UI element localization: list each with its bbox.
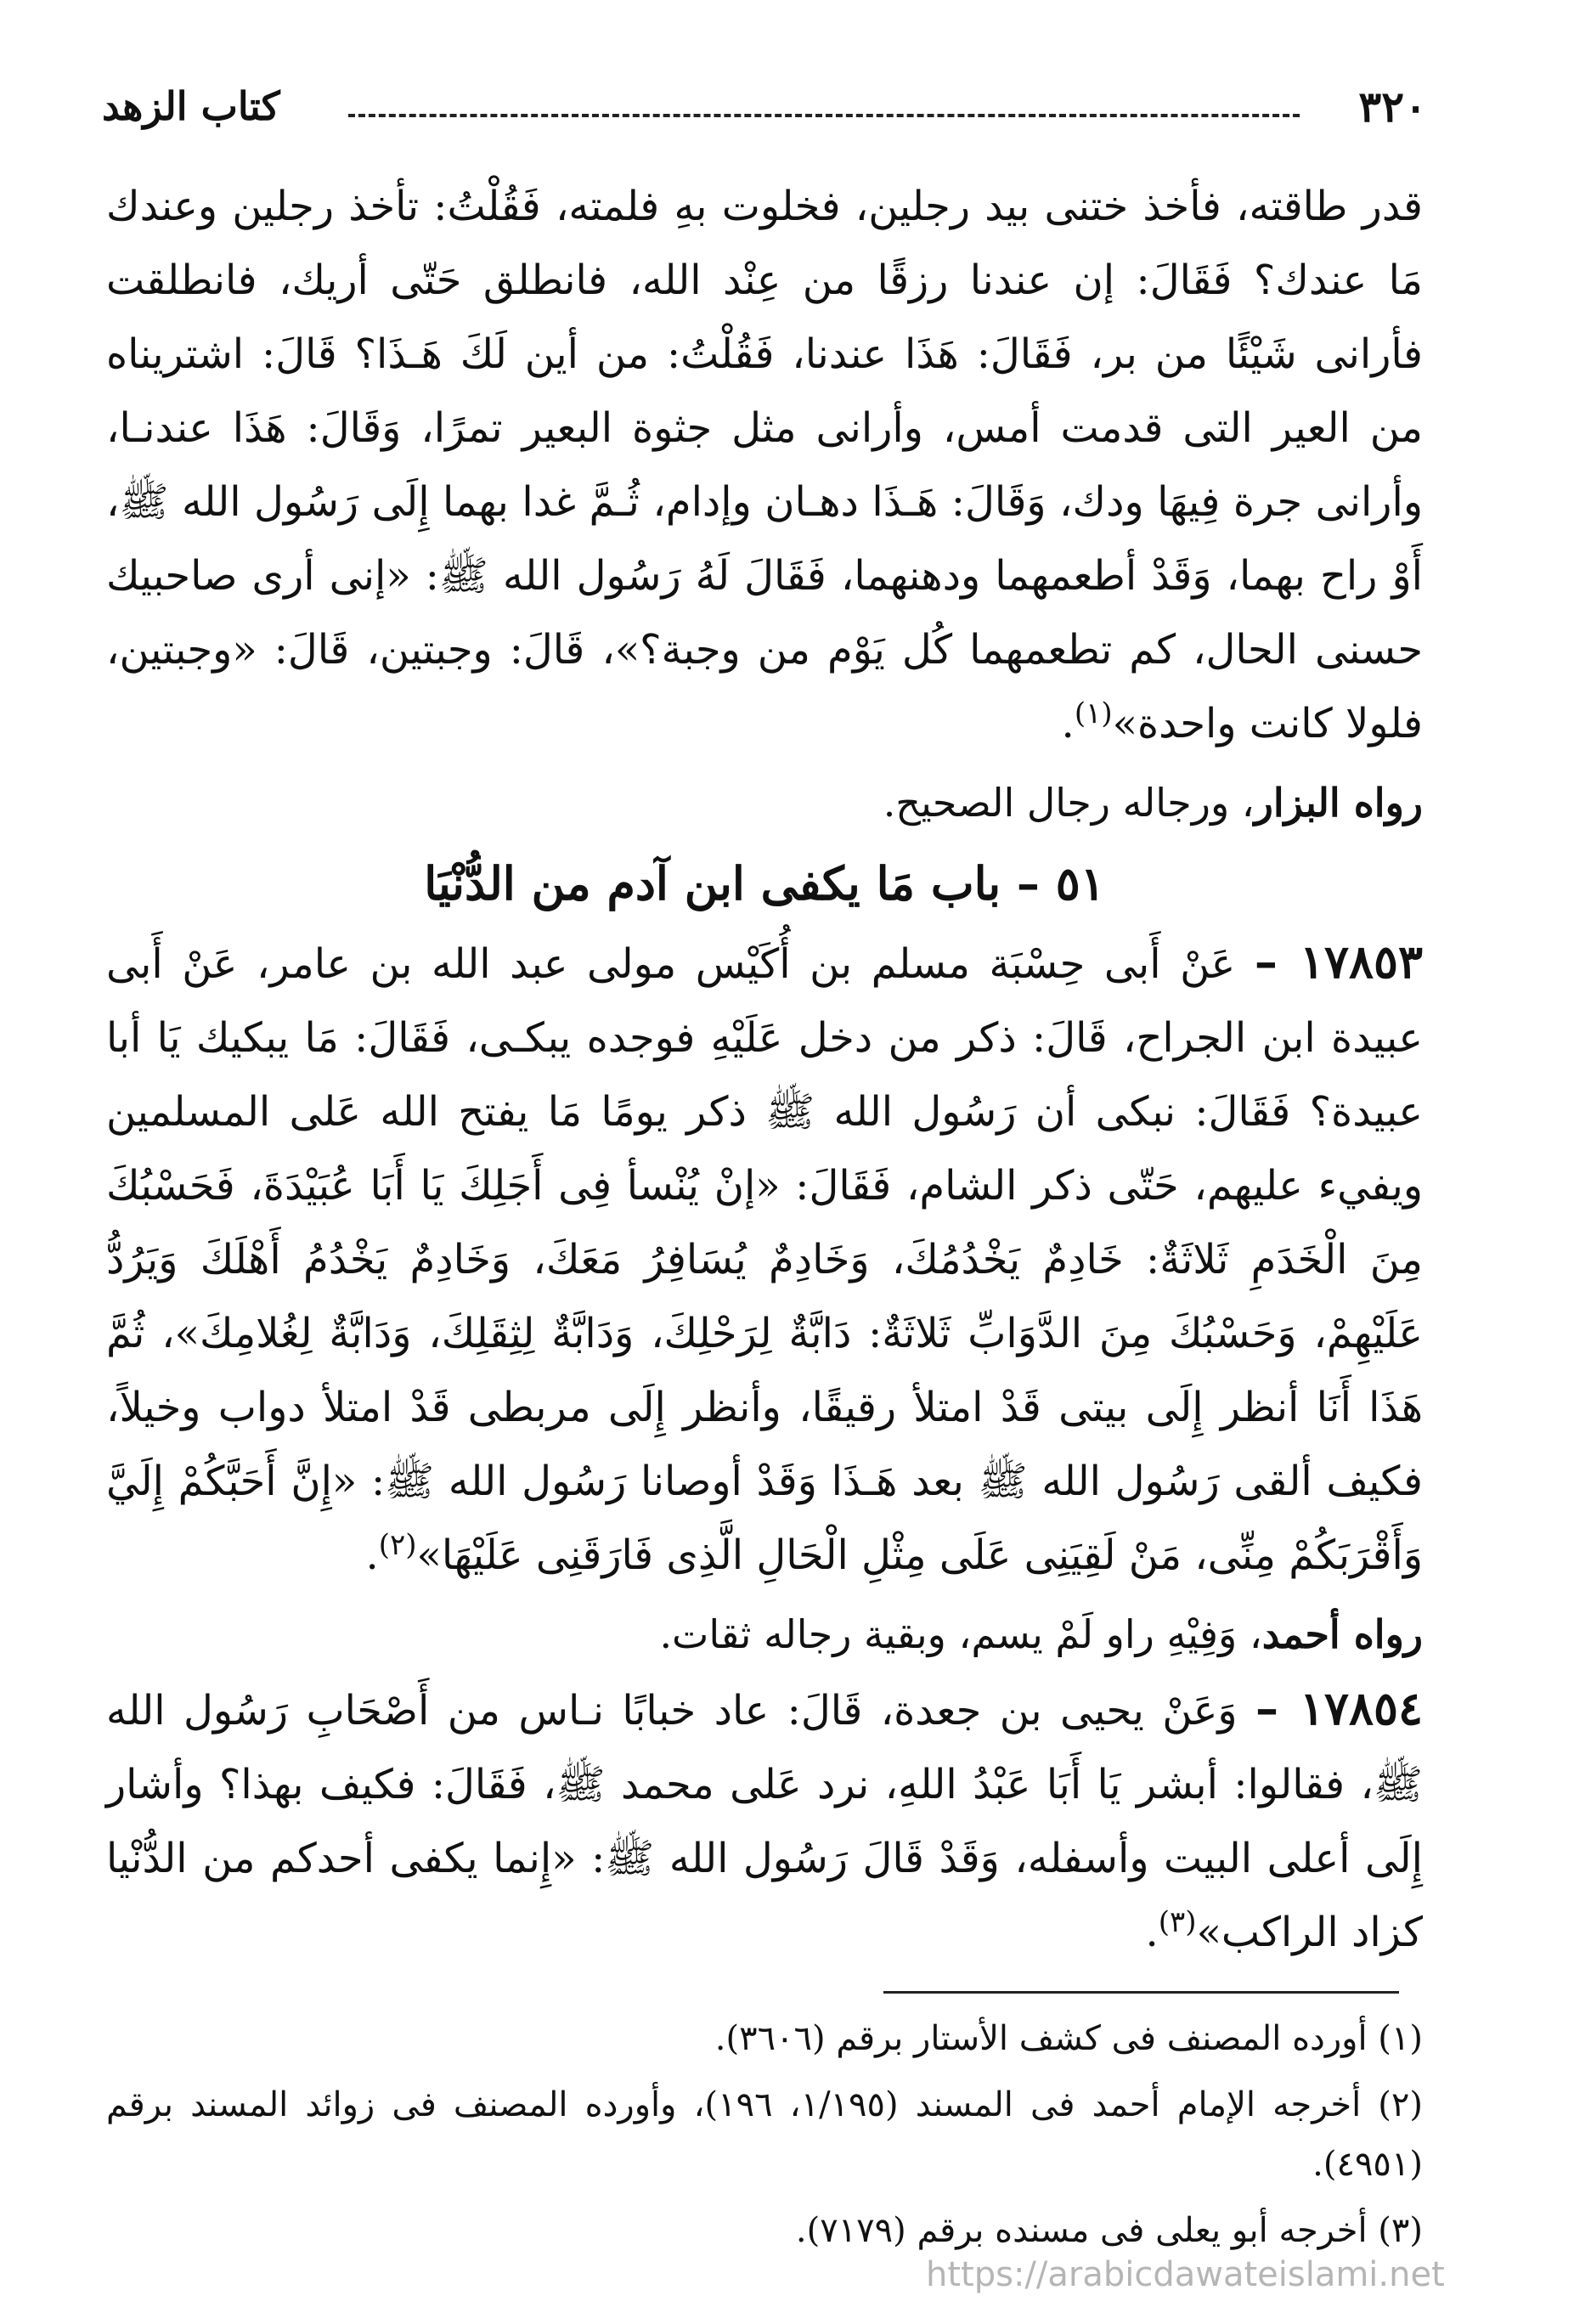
hadith-number: ١٧٨٥٣ – xyxy=(1254,934,1423,989)
footnote-ref-2: (٢) xyxy=(378,1528,417,1562)
hadith-text: عَنْ أَبى حِسْبَة مسلم بن أُكَيْس مولى عبد الله بن عامر، عَنْ أَبى عبيدة ابن الجراح، قَالَ: ذكر من دخل عَلَيْهِ فوجده يبكـى، فَقَالَ: مَا يبكيك يَا أبا عبيدة؟ فَقَالَ: نبكى أن رَسُول الله ﷺ ذكر يومًا مَا يفتح الله عَلى المسلمين ويفيء عليهم، حَتّى ذكر الشام، فَقَالَ: «إنْ يُنْسأ فِى أَجَلِكَ يَا أَبَا عُبَيْدَةَ، فَحَسْبُكَ مِنَ الْخَدَمِ ثَلاثَةٌ: خَادِمٌ يَخْدُمُكَ، وَخَادِمٌ يُسَافِرُ مَعَكَ، وَخَادِمٌ يَخْدُمُ أَهْلَكَ وَيَرُدُّ عَلَيْهِمْ، وَحَسْبُكَ مِنَ الدَّوَابِّ ثَلاثَةٌ: دَابَّةٌ لِرَحْلِكَ، وَدَابَّةٌ لِثِقَلِكَ، وَدَابَّةٌ لِغُلامِكَ»، ثُمَّ هَذَا أَنَا أنظر إِلَى بيتى قَدْ امتلأ رقيقًا، وأنظر إِلَى مربطى قَدْ امتلأ دواب وخيلاً، فكيف ألقى رَسُول الله ﷺ بعد هَـذَا وَقَدْ أوصانا رَسُول الله ﷺ: «إِنَّ أَحَبَّكُمْ إِلَيَّ وَأَقْرَبَكُمْ مِنِّى، مَنْ لَقِيَنِى عَلَى مِثْلِ الْحَالِ الَّذِى فَارَقَنِى عَلَيْهَا» xyxy=(106,940,1424,1579)
hadith-17853: ١٧٨٥٣ – عَنْ أَبى حِسْبَة مسلم بن أُكَيْس مولى عبد الله بن عامر، عَنْ أَبى عبيدة ابن الجراح، قَالَ: ذكر من دخل عَلَيْهِ فوجده يبكـى، فَقَالَ: مَا يبكيك يَا أبا عبيدة؟ فَقَالَ: نبكى أن رَسُول الله ﷺ ذكر يومًا مَا يفتح الله عَلى المسلمين ويفيء عليهم، حَتّى ذكر الشام، فَقَالَ: «إنْ يُنْسأ فِى أَجَلِكَ يَا أَبَا عُبَيْدَةَ، فَحَسْبُكَ مِنَ الْخَدَمِ ثَلاثَةٌ: خَادِمٌ يَخْدُمُكَ، وَخَادِمٌ يُسَافِرُ مَعَكَ، وَخَادِمٌ يَخْدُمُ أَهْلَكَ وَيَرُدُّ عَلَيْهِمْ، وَحَسْبُكَ مِنَ الدَّوَابِّ ثَلاثَةٌ: دَابَّةٌ لِرَحْلِكَ، وَدَابَّةٌ لِثِقَلِكَ، وَدَابَّةٌ لِغُلامِكَ»، ثُمَّ هَذَا أَنَا أنظر إِلَى بيتى قَدْ امتلأ رقيقًا، وأنظر إِلَى مربطى قَدْ امتلأ دواب وخيلاً، فكيف ألقى رَسُول الله ﷺ بعد هَـذَا وَقَدْ أوصانا رَسُول الله ﷺ: «إِنَّ أَحَبَّكُمْ إِلَيَّ وَأَقْرَبَكُمْ مِنِّى، مَنْ لَقِيَنِى عَلَى مِثْلِ الْحَالِ الَّذِى فَارَقَنِى عَلَيْهَا»$^{(٢)}$. xyxy=(106,934,1424,1579)
footnotes xyxy=(106,2009,1423,2267)
source-note-2 xyxy=(106,1598,1423,1672)
book-title: كتاب الزهد xyxy=(102,83,280,129)
watermark-url: https://arabicdawateislami.net xyxy=(926,2255,1445,2294)
source-note-1 xyxy=(106,766,1423,840)
source-text: ، وَفِيْهِ راو لَمْ يسم، وبقية رجاله ثقات. xyxy=(659,1611,1262,1657)
hadith-text: وَعَنْ يحيى بن جعدة، قَالَ: عاد خبابًا نـاس من أَصْحَابِ رَسُول الله ﷺ، فقالوا: أبشر يَا أَبَا عَبْدُ اللهِ، نرد عَلى محمد ﷺ، فَقَالَ: فكيف بهذا؟ وأشار إِلَى أعلى البيت وأسفله، وَقَدْ قَالَ رَسُول الله ﷺ: «إِنما يكفى أحدكم من الدُّنْيا كزاد الراكب» xyxy=(106,1687,1423,1956)
paragraph-text: قدر طاقته، فأخذ ختنى بيد رجلين، فخلوت بهِ فلمته، فَقُلْتُ: تأخذ رجلين وعندك مَا عندك؟ فَقَالَ: إن عندنا رزقًا من عِنْد الله، فانطلق حَتّى أريك، فانطلقت فأرانى شَيْئًا من بر، فَقَالَ: هَذَا عندنا، فَقُلْتُ: من أين لَكَ هَـذَا؟ قَالَ: اشتريناه من العير التى قدمت أمس، وأرانى مثل جثوة البعير تمرًا، وَقَالَ: هَذَا عندنـا، وأرانى جرة فِيهَا ودك، وَقَالَ: هَـذَا دهـان وإدام، ثُـمَّ غدا بهما إِلَى رَسُول الله ﷺ، أَوْ راح بهما، وَقَدْ أطعمهما ودهنهما، فَقَالَ لَهُ رَسُول الله ﷺ: «إنى أرى صاحبيك حسنى الحال، كم تطعمهما كُل يَوْم من وجبة؟»، قَالَ: وجبتين، قَالَ: «وجبتين، فلولا كانت واحدة» xyxy=(106,183,1424,747)
footnote-1: (١) أورده المصنف فى كشف الأستار برقم (٣٦٠٦). xyxy=(714,2019,1423,2058)
header-dashed-rule xyxy=(348,114,1300,117)
chapter-heading: ٥١ – باب مَا يكفى ابن آدم من الدُّنْيَا xyxy=(424,856,1105,911)
page-body xyxy=(106,170,1423,1970)
footnote-3: (٣) أخرجه أبو يعلى فى مسنده برقم (٧١٧٩). xyxy=(795,2211,1423,2250)
hadith-number: ١٧٨٥٤ – xyxy=(1255,1681,1423,1735)
source-name: رواه أحمد xyxy=(1261,1611,1423,1657)
hadith-17854: ١٧٨٥٤ – وَعَنْ يحيى بن جعدة، قَالَ: عاد خبابًا نـاس من أَصْحَابِ رَسُول الله ﷺ، فقالوا: أبشر يَا أَبَا عَبْدُ اللهِ، نرد عَلى محمد ﷺ، فَقَالَ: فكيف بهذا؟ وأشار إِلَى أعلى البيت وأسفله، وَقَدْ قَالَ رَسُول الله ﷺ: «إِنما يكفى أحدكم من الدُّنْيا كزاد الراكب»$^{(٣)}$. xyxy=(106,1681,1423,1956)
footnote-ref-3: (٣) xyxy=(1158,1905,1197,1939)
footnote-separator xyxy=(883,1991,1399,1994)
source-name: رواه البزار xyxy=(1254,780,1423,826)
page-number: ٣٢٠ xyxy=(1358,82,1427,132)
footnote-2: (٢) أخرجه الإمام أحمد فى المسند (١/١٩٥، ١٩٦)، وأورده المصنف فى زوائد المسند برقم (٤٩٥١). xyxy=(106,2085,1424,2184)
paragraph-continuation: قدر طاقته، فأخذ ختنى بيد رجلين، فخلوت بهِ فلمته، فَقُلْتُ: تأخذ رجلين وعندك مَا عندك؟ فَقَالَ: إن عندنا رزقًا من عِنْد الله، فانطلق حَتّى أريك، فانطلقت فأرانى شَيْئًا من بر، فَقَالَ: هَذَا عندنا، فَقُلْتُ: من أين لَكَ هَـذَا؟ قَالَ: اشتريناه من العير التى قدمت أمس، وأرانى مثل جثوة البعير تمرًا، وَقَالَ: هَذَا عندنـا، وأرانى جرة فِيهَا ودك، وَقَالَ: هَـذَا دهـان وإدام، ثُـمَّ غدا بهما إِلَى رَسُول الله ﷺ، أَوْ راح بهما، وَقَدْ أطعمهما ودهنهما، فَقَالَ لَهُ رَسُول الله ﷺ: «إنى أرى صاحبيك حسنى الحال، كم تطعمهما كُل يَوْم من وجبة؟»، قَالَ: وجبتين، قَالَ: «وجبتين، فلولا كانت واحدة»$^{(١)}$. xyxy=(106,183,1424,747)
footnote-ref-1: (١) xyxy=(1074,697,1113,730)
page-header xyxy=(102,82,1427,141)
source-text: ، ورجاله رجال الصحيح. xyxy=(883,780,1255,826)
